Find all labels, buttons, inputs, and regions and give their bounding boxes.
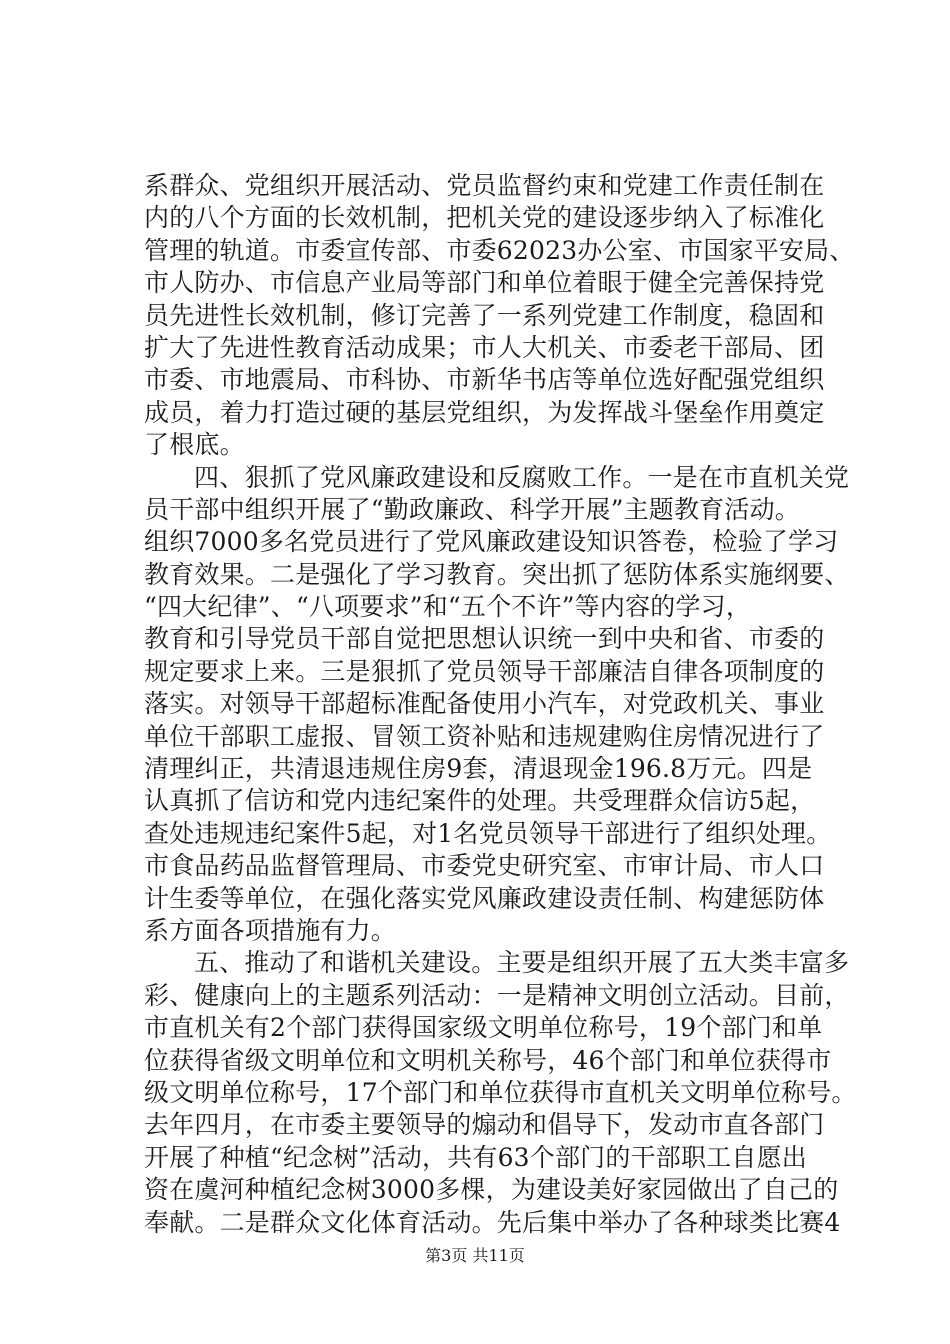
text-line: 规定要求上来。三是狠抓了党员领导干部廉洁自律各项制度的 bbox=[144, 656, 825, 686]
text-line: 了根底。 bbox=[144, 430, 245, 460]
text-line: 组织7000多名党员进行了党风廉政建设知识答卷，检验了学习 bbox=[144, 527, 839, 557]
text-line: 认真抓了信访和党内违纪案件的处理。共受理群众信访5起， bbox=[144, 786, 816, 816]
text-line: 计生委等单位，在强化落实党风廉政建设责任制、构建惩防体 bbox=[144, 883, 825, 913]
text-line: 查处违规违纪案件5起，对1名党员领导干部进行了组织处理。 bbox=[144, 818, 832, 848]
text-line: 教育效果。二是强化了学习教育。突出抓了惩防体系实施纲要、 bbox=[144, 559, 850, 589]
text-line: 市直机关有2个部门获得国家级文明单位称号，19个部门和单 bbox=[144, 1013, 823, 1043]
text-line: 系方面各项措施有力。 bbox=[144, 915, 397, 945]
text-line: 市食品药品监督管理局、市委党史研究室、市审计局、市人口 bbox=[144, 851, 825, 881]
text-line: “四大纪律”、“八项要求”和“五个不许”等内容的学习， bbox=[144, 592, 752, 622]
text-line: 管理的轨道。市委宣传部、市委62023办公室、市国家平安局、 bbox=[144, 235, 855, 265]
page-number-footer: 第3页 共11页 bbox=[425, 1246, 525, 1265]
text-line: 教育和引导党员干部自觉把思想认识统一到中央和省、市委的 bbox=[144, 624, 825, 654]
text-line: 扩大了先进性教育活动成果；市人大机关、市委老干部局、团 bbox=[144, 332, 825, 362]
text-line: 彩、健康向上的主题系列活动：一是精神文明创立活动。目前， bbox=[144, 980, 850, 1010]
text-line: 内的八个方面的长效机制，把机关党的建设逐步纳入了标准化 bbox=[144, 203, 825, 233]
text-line: 系群众、党组织开展活动、党员监督约束和党建工作责任制在 bbox=[144, 171, 825, 200]
text-line: 落实。对领导干部超标准配备使用小汽车，对党政机关、事业 bbox=[144, 689, 825, 719]
text-line: 员先进性长效机制，修订完善了一系列党建工作制度，稳固和 bbox=[144, 300, 825, 330]
text-line: 市委、市地震局、市科协、市新华书店等单位选好配强党组织 bbox=[144, 365, 825, 395]
paragraph-start-line: 四、狠抓了党风廉政建设和反腐败工作。一是在市直机关党 bbox=[194, 462, 850, 492]
text-line: 市人防办、市信息产业局等部门和单位着眼于健全完善保持党 bbox=[144, 268, 825, 298]
text-line: 成员，着力打造过硬的基层党组织，为发挥战斗堡垒作用奠定 bbox=[144, 397, 825, 427]
text-line: 级文明单位称号，17个部门和单位获得市直机关文明单位称号。 bbox=[144, 1077, 857, 1107]
text-line: 位获得省级文明单位和文明机关称号，46个部门和单位获得市 bbox=[144, 1045, 832, 1075]
paragraph-start-line: 五、推动了和谐机关建设。主要是组织开展了五大类丰富多 bbox=[194, 948, 850, 978]
document-body bbox=[144, 170, 857, 1239]
text-line: 资在虞河种植纪念树3000多棵，为建设美好家园做出了自己的 bbox=[144, 1175, 839, 1205]
text-line: 去年四月，在市委主要领导的煽动和倡导下，发动市直各部门 bbox=[144, 1110, 825, 1140]
text-line: 开展了种植“纪念树”活动，共有63个部门的干部职工自愿出 bbox=[144, 1142, 807, 1172]
text-line: 清理纠正，共清退违规住房9套，清退现金196.8万元。四是 bbox=[144, 754, 813, 784]
text-line: 员干部中组织开展了“勤政廉政、科学开展”主题教育活动。 bbox=[144, 494, 800, 524]
text-line: 奉献。二是群众文化体育活动。先后集中举办了各种球类比赛4 bbox=[144, 1207, 841, 1237]
text-line: 单位干部职工虚报、冒领工资补贴和违规建购住房情况进行了 bbox=[144, 721, 825, 751]
